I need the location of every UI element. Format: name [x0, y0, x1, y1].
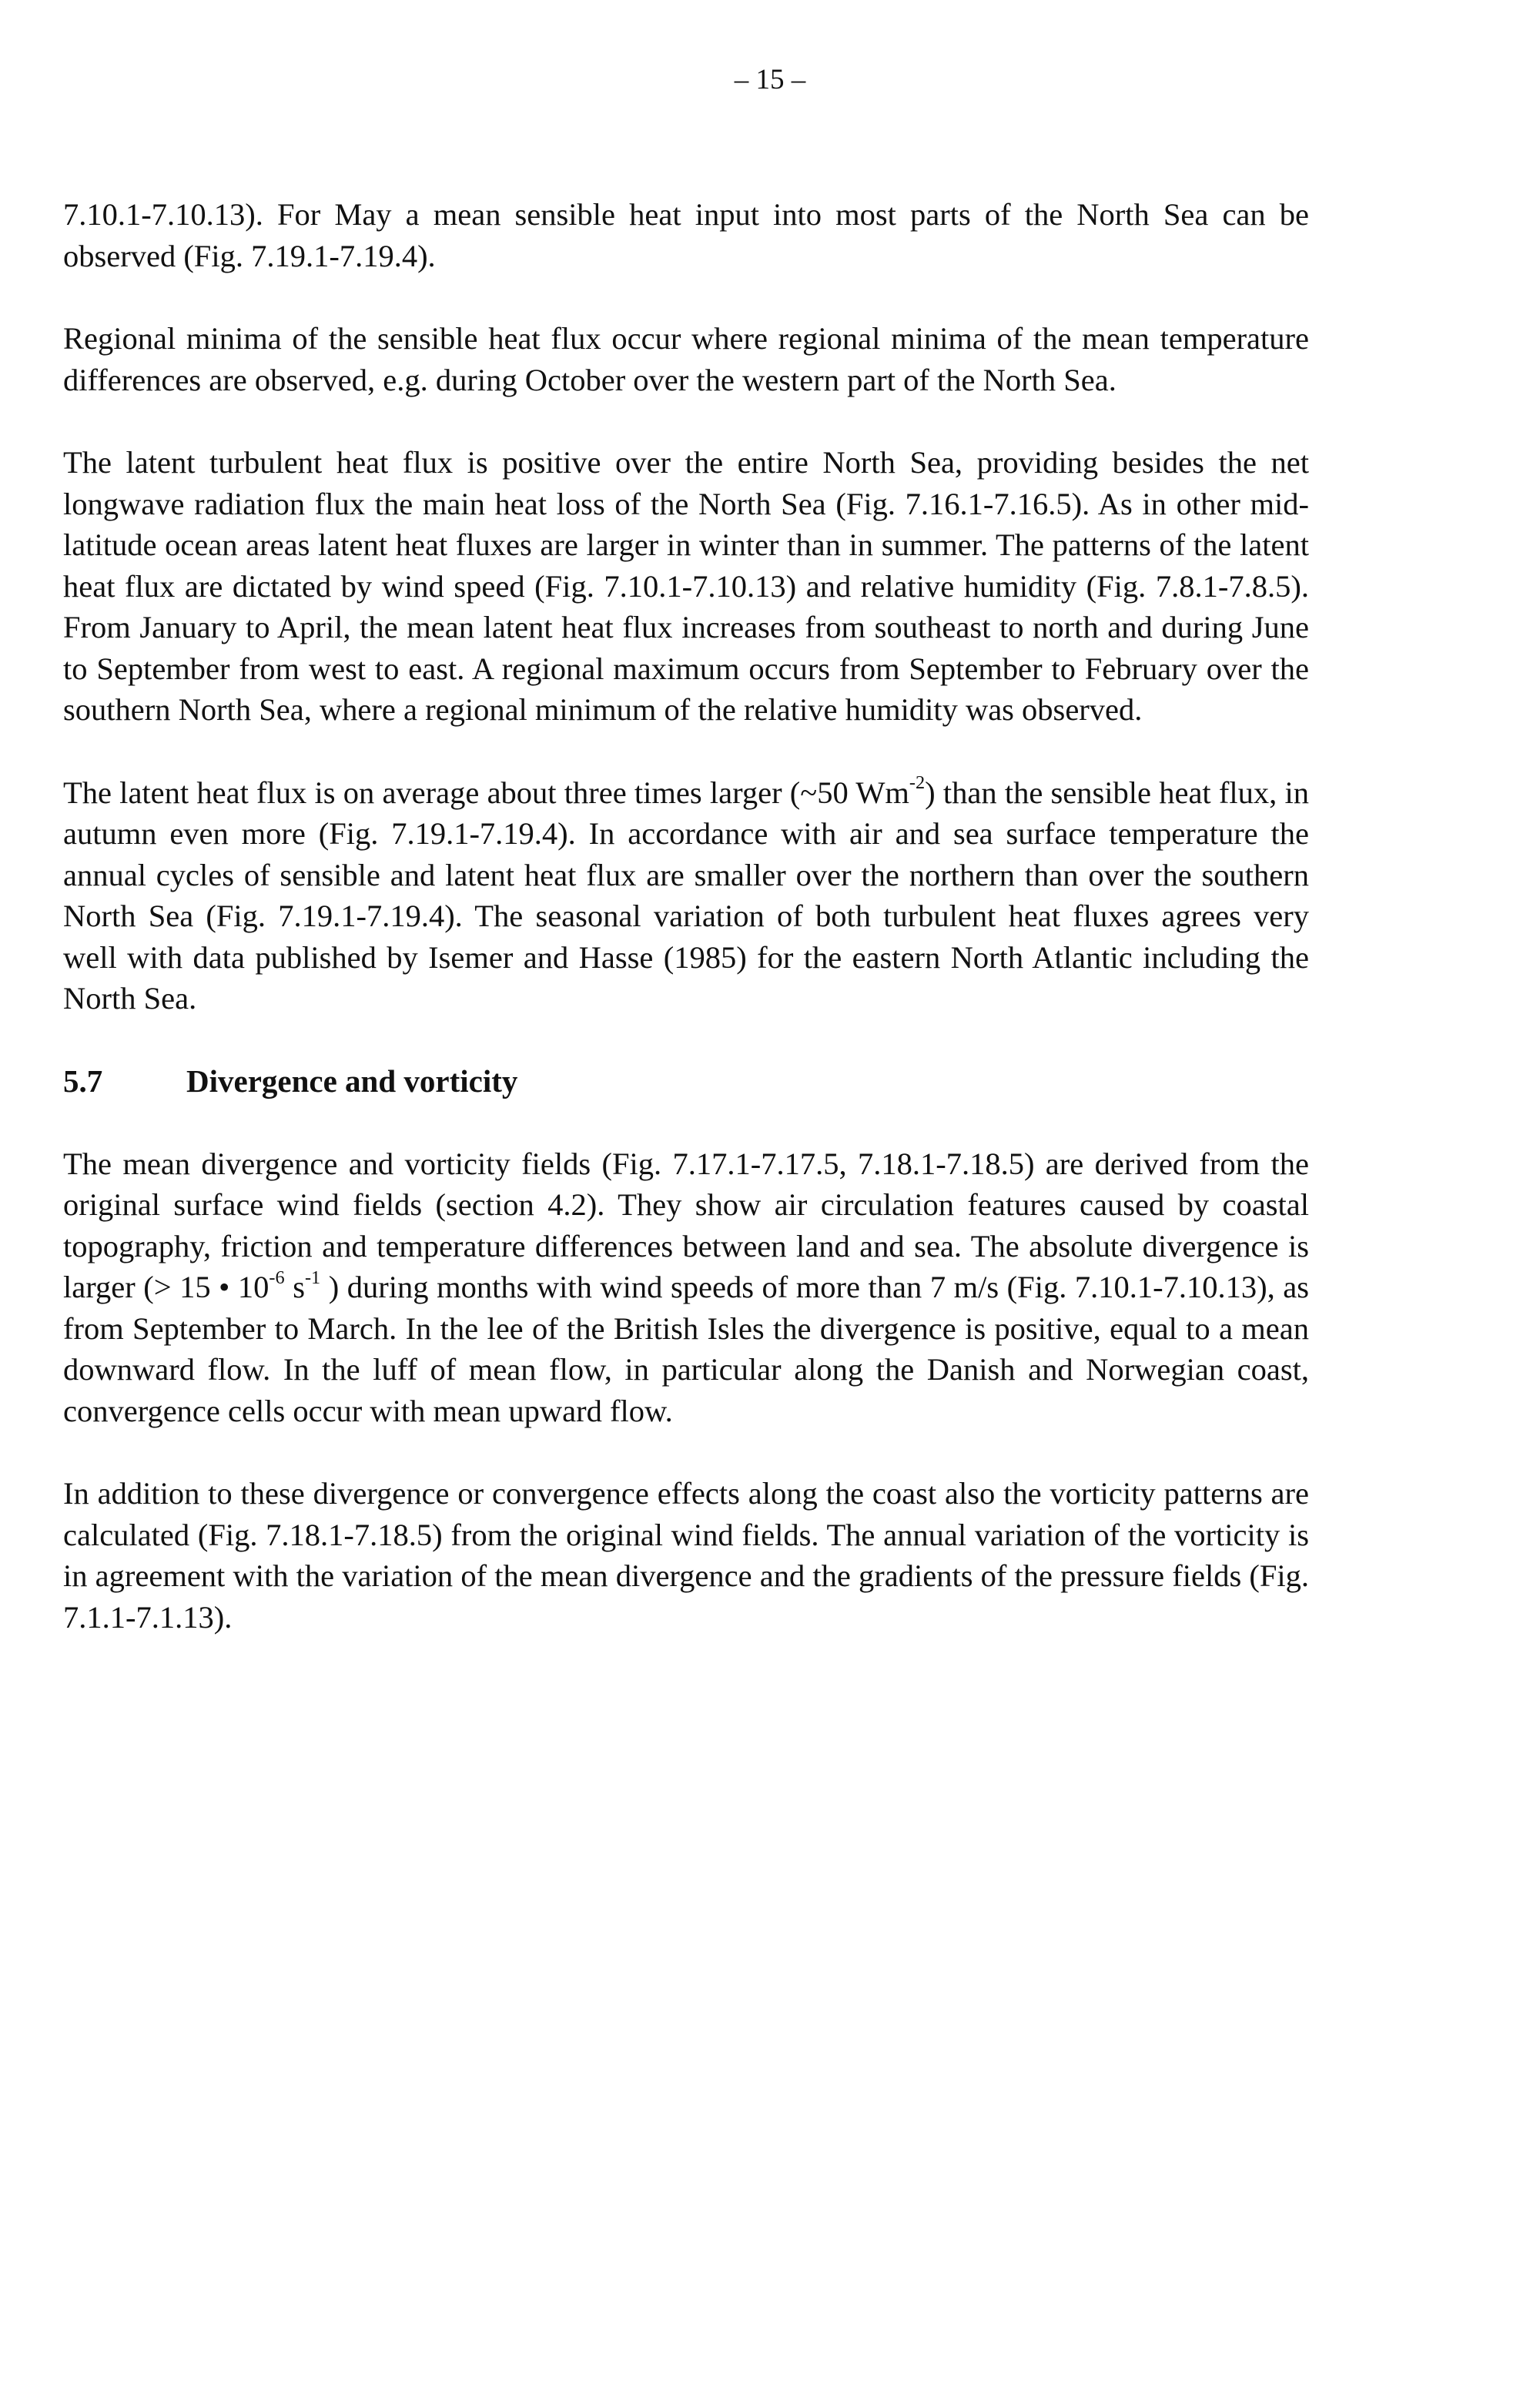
- superscript: -1: [304, 1267, 321, 1288]
- paragraph-latent-vs-sensible: [63, 772, 1309, 1019]
- section-heading: [63, 1061, 1309, 1102]
- text-segment: The latent heat flux is on average about three times larger (~50 Wm: [63, 775, 909, 810]
- page-number: – 15 –: [734, 64, 806, 95]
- section-title: Divergence and vorticity: [186, 1063, 518, 1099]
- paragraph-divergence-vorticity-fields: [63, 1143, 1309, 1432]
- text-segment: ) than the sensible heat flux, in autumn even more (Fig. 7.19.1-7.19.4). In accordance with air and sea surface temperature the annual cycles of sensible and latent heat flux are smaller over the northern than over the southern North Sea (Fig. 7.19.1-7.19.4). The seasonal variation of both turbulent heat fluxes agrees very well with data published by Isemer and Hasse (1985) for the eastern North Atlantic including the North Sea.: [63, 775, 1309, 1016]
- superscript: -6: [269, 1267, 285, 1288]
- paragraph-regional-minima: Regional minima of the sensible heat flux occur where regional minima of the mean temperature differences are observed, e.g. during October over the western part of the North Sea.: [63, 321, 1309, 397]
- paragraph-sensible-heat-may: 7.10.1-7.10.13). For May a mean sensible heat input into most parts of the North Sea can be observed (Fig. 7.19.1-7.19.4).: [63, 197, 1309, 273]
- section-number: 5.7: [63, 1063, 103, 1099]
- paragraph-latent-heat-flux: The latent turbulent heat flux is positive over the entire North Sea, providing besides the net longwave radiation flux the main heat loss of the North Sea (Fig. 7.16.1-7.16.5). As in other mid-latitude ocean areas latent heat fluxes are larger in winter than in summer. The patterns of the latent heat flux are dictated by wind speed (Fig. 7.10.1-7.10.13) and relative humidity (Fig. 7.8.1-7.8.5). From January to April, the mean latent heat flux increases from southeast to north and during June to September from west to east. A regional maximum occurs from September to February over the southern North Sea, where a regional minimum of the relative humidity was observed.: [63, 445, 1309, 727]
- paragraph-vorticity-patterns: In addition to these divergence or convergence effects along the coast also the vorticity patterns are calculated (Fig. 7.18.1-7.18.5) from the original wind fields. The annual variation of the vorticity is in agreement with the variation of the mean divergence and the gradients of the pressure fields (Fig. 7.1.1-7.1.13).: [63, 1476, 1309, 1635]
- text-segment: The mean divergence and vorticity fields (Fig. 7.17.1-7.17.5, 7.18.1-7.18.5) are derived from the original surface wind fields (section 4.2). They show air circulation features caused by coastal topography, friction and temperature differences between land and sea. The absolute divergence is larger (> 15 • 10: [63, 1146, 1309, 1304]
- text-segment: ) during months with wind speeds of more than 7 m/s (Fig. 7.10.1-7.10.13), as from September to March. In the lee of the British Isles the divergence is positive, equal to a mean downward flow. In the luff of mean flow, in particular along the Danish and Norwegian coast, convergence cells occur with mean upward flow.: [63, 1270, 1309, 1428]
- page-body: [63, 194, 1309, 1638]
- text-segment: s: [284, 1270, 305, 1304]
- superscript: -2: [909, 772, 926, 794]
